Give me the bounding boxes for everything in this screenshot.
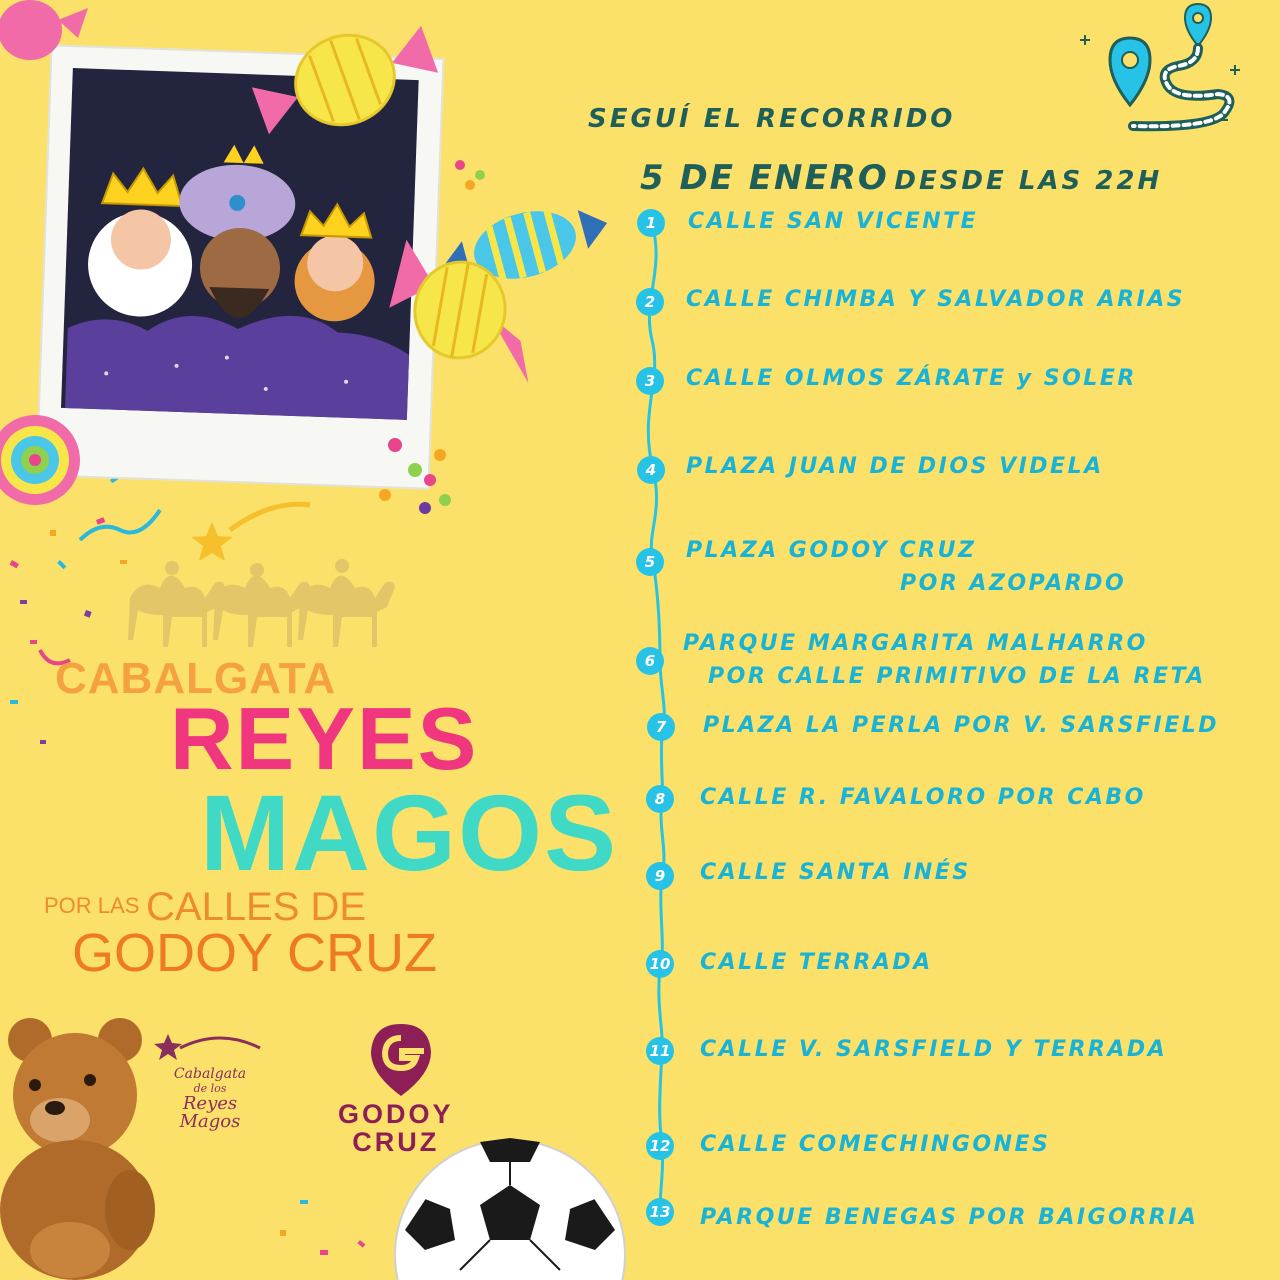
route-stop	[646, 862, 674, 890]
stop-label: CALLE CHIMBA Y SALVADOR ARIAS	[686, 287, 1186, 312]
stop-label: PLAZA LA PERLA POR V. SARSFIELD	[703, 713, 1220, 738]
route-stop	[646, 1132, 674, 1160]
stop-label: PARQUE MARGARITA MALHARRO	[683, 631, 1148, 656]
stop-number: 4	[637, 456, 665, 484]
cabalgata-logo-line2: de los	[193, 1082, 227, 1095]
stop-number: 1	[637, 209, 665, 237]
date-heading	[640, 158, 1162, 198]
stop-label: CALLE OLMOS ZÁRATE y SOLER	[686, 366, 1137, 391]
title-magos: MAGOS	[200, 772, 619, 893]
stop-number: 8	[646, 785, 674, 813]
route-stop	[636, 288, 664, 316]
title-reyes: REYES	[170, 689, 479, 788]
time-text: DESDE LAS 22H	[894, 166, 1163, 196]
route-stop	[636, 548, 664, 576]
stop-number: 6	[636, 647, 664, 675]
stop-number: 5	[636, 548, 664, 576]
stop-label: CALLE TERRADA	[700, 950, 933, 975]
route-heading: SEGUÍ EL RECORRIDO	[588, 104, 956, 134]
date-text: 5 DE ENERO	[640, 158, 889, 198]
stop-label-line2: POR AZOPARDO	[900, 571, 1127, 596]
godoy-cruz-logo-line2: CRUZ	[352, 1127, 440, 1157]
route-stop	[646, 1198, 674, 1226]
stop-label: CALLE COMECHINGONES	[700, 1132, 1051, 1157]
star-icon	[150, 1030, 270, 1060]
camels-silhouette	[120, 558, 400, 654]
soccer-ball-image	[385, 1130, 635, 1280]
godoy-cruz-logo-line1: GODOY	[338, 1099, 454, 1129]
stop-number: 10	[646, 950, 674, 978]
stop-label: CALLE SAN VICENTE	[688, 209, 979, 234]
cabalgata-logo-line1: Cabalgata	[173, 1066, 247, 1082]
stop-label: CALLE SANTA INÉS	[700, 860, 971, 885]
stop-number: 13	[646, 1198, 674, 1226]
stop-number: 11	[646, 1037, 674, 1065]
title-cabalgata: CABALGATA	[55, 654, 337, 703]
route-stop	[647, 713, 675, 741]
route-stop	[646, 950, 674, 978]
stop-label: CALLE R. FAVALORO POR CABO	[700, 785, 1146, 810]
route-stop	[646, 785, 674, 813]
cabalgata-logo-line4: Magos	[179, 1111, 241, 1132]
cabalgata-logo-line3: Reyes	[182, 1093, 238, 1114]
stop-label: PLAZA GODOY CRUZ	[686, 538, 977, 563]
godoy-cruz-logo-icon	[366, 1020, 436, 1100]
stop-number: 3	[636, 367, 664, 395]
stop-number: 7	[647, 713, 675, 741]
route-map-pin-icon	[1070, 0, 1250, 135]
stop-label: CALLE V. SARSFIELD Y TERRADA	[700, 1037, 1168, 1062]
stop-number: 9	[646, 862, 674, 890]
route-stop	[637, 456, 665, 484]
stop-label-line2: POR CALLE PRIMITIVO DE LA RETA	[708, 664, 1206, 689]
teddy-bear-image	[0, 1010, 160, 1280]
route-stop	[637, 209, 665, 237]
route-stop	[646, 1037, 674, 1065]
route-stop	[636, 647, 664, 675]
route-stop	[636, 367, 664, 395]
title-por-las: POR LAS	[44, 893, 140, 918]
title-godoy-cruz: GODOY CRUZ	[72, 923, 438, 983]
stop-number: 12	[646, 1132, 674, 1160]
title-calles-de: CALLES DE	[146, 885, 367, 929]
stop-number: 2	[636, 288, 664, 316]
candy-decoration	[0, 0, 620, 560]
cabalgata-logo	[150, 1030, 270, 1131]
stop-label: PARQUE BENEGAS POR BAIGORRIA	[700, 1205, 1199, 1230]
stop-label: PLAZA JUAN DE DIOS VIDELA	[686, 454, 1104, 479]
